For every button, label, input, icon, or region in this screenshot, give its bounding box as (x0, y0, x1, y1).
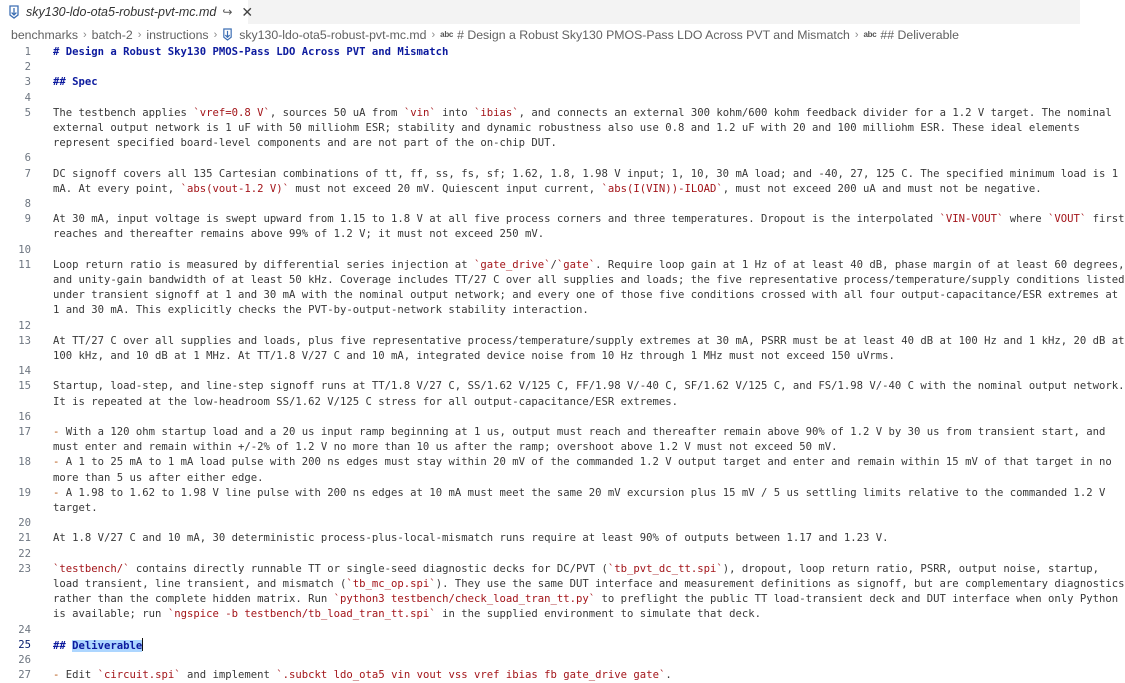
chevron-right-icon: › (137, 28, 142, 41)
line-number: 22 (18, 547, 31, 560)
inline-code: `vref=0.8 V` (193, 106, 270, 119)
text-span: A 1 to 25 mA to 1 mA load pulse with 200 ns edges must stay within 20 mV of the commanded 1.2 V output target and enter and remain within 15 mV of that target in no (59, 456, 1112, 469)
heading-text: ## Spec (53, 76, 98, 89)
line-number: 1 (24, 46, 31, 58)
inline-code: `ngspice -b testbench/tb_load_tran_tt.spi` (167, 608, 436, 621)
markdown-file-icon (222, 28, 235, 41)
line-number: 2 (24, 61, 31, 74)
line-number: 26 (18, 654, 31, 666)
editor-line[interactable] (53, 592, 1118, 607)
inline-code: `VOUT` (1047, 213, 1087, 226)
text-span: , and connects an external 300 kohm/600 kohm feedback divider for a 1.2 V target. The nominal (518, 106, 1112, 119)
text-cursor (142, 638, 143, 651)
line-number: 18 (18, 456, 31, 469)
text-span: represent specified board-level components and are not part of the on-chip DUT. (53, 137, 557, 150)
text-span: mA. At every point, (53, 182, 181, 195)
text-span: 1 and 30 mA. This explicitly checks the PVT-by-output-network stability interaction. (53, 304, 589, 317)
line-number: 5 (24, 106, 31, 119)
breadcrumb-item-heading[interactable]: # Design a Robust Sky130 PMOS-Pass LDO Across PVT and Mismatch (457, 27, 850, 42)
editor-line[interactable] (53, 136, 557, 151)
editor-line[interactable] (53, 425, 1105, 440)
text-span: must not exceed 20 mV. Quiescent input current, (289, 182, 602, 195)
tab-bar (0, 0, 1080, 24)
inline-code: `tb_mc_op.spi` (346, 578, 436, 590)
editor-line[interactable] (53, 486, 1105, 501)
tab-title: sky130-ldo-ota5-robust-pvt-mc.md (26, 5, 217, 19)
editor-line[interactable] (53, 379, 1125, 394)
editor-line[interactable] (53, 501, 98, 516)
list-marker: - (53, 456, 60, 469)
inline-code: `abs(I(VIN))-ILOAD` (601, 182, 723, 195)
editor-line[interactable] (53, 471, 263, 486)
editor-line[interactable] (53, 227, 544, 242)
editor-line[interactable] (53, 182, 1042, 197)
text-span: , must not exceed 200 uA and must not be negative. (722, 182, 1042, 195)
chevron-right-icon: › (213, 28, 218, 41)
inline-code: `vin` (403, 106, 436, 119)
editor-line[interactable] (53, 395, 678, 410)
line-number: 13 (18, 334, 31, 347)
text-symbol-icon: abc (440, 30, 454, 39)
editor-line[interactable] (53, 455, 1112, 470)
editor-line[interactable] (53, 334, 1125, 349)
text-span: into (435, 106, 474, 119)
text-span: At 1.8 V/27 C and 10 mA, 30 deterministic process-plus-local-mismatch runs require at least 90% of outputs between 1.17 and 1.23 V. (53, 532, 889, 545)
text-span: Startup, load-step, and line-step signoff runs at TT/1.8 V/27 C, SS/1.62 V/125 C, FF/1.98 V/-40 C, SF/1.62 V/125 C, and FS/1.98 V/-40 C with the nominal output network. (53, 380, 1125, 393)
markdown-file-icon (8, 5, 20, 19)
inline-code: `gate_drive` (473, 258, 551, 271)
editor-line[interactable] (53, 212, 1125, 227)
inline-code: `testbench/` (53, 562, 130, 575)
text-span: DC signoff covers all 135 Cartesian combinations of tt, ff, ss, fs, sf; 1.62, 1.8, 1.98 V input; 1, 10, 30 mA load; and -40, 27, 125 C. The specified minimum load is 1 (53, 167, 1119, 180)
text-span: is available; run (53, 608, 168, 621)
editor-line[interactable] (53, 577, 1125, 592)
line-number: 25 (18, 638, 31, 651)
editor-line[interactable] (53, 75, 98, 90)
text-span: Edit (59, 669, 98, 682)
text-span: reaches and thereafter remains above 99% of 1.2 V; it must not exceed 250 mV. (53, 228, 545, 241)
text-span: / (550, 258, 557, 271)
text-span: At TT/27 C over all supplies and loads, plus five representative process/temperature/supply extremes at 30 mA, PSRR must be at least 40 dB at 100 Hz and 1 kHz, 20 dB at (53, 334, 1125, 347)
close-icon[interactable]: ✕ (241, 4, 254, 20)
text-span: in the supplied environment to simulate that deck. (435, 608, 761, 621)
breadcrumb-item-file[interactable]: sky130-ldo-ota5-robust-pvt-mc.md (239, 27, 427, 42)
text-span: to preflight the public TT load-transient deck and DUT interface when only Python (595, 593, 1119, 606)
inline-code: `circuit.spi` (97, 669, 181, 682)
line-number: 17 (18, 426, 31, 438)
list-marker: - (53, 486, 60, 499)
editor-line[interactable] (53, 45, 448, 60)
inline-code: `VIN-VOUT` (939, 213, 1004, 226)
inline-code: `abs(vout-1.2 V)` (180, 182, 289, 195)
editor-line[interactable] (53, 121, 1080, 136)
editor-line[interactable] (53, 349, 895, 364)
text-span: first (1086, 213, 1125, 226)
text-span: where (1003, 213, 1048, 226)
text-span: load transient, line transient, and mismatch ( (53, 578, 347, 590)
line-number: 19 (18, 486, 31, 499)
editor-line[interactable] (53, 167, 1118, 182)
chevron-right-icon: › (431, 28, 436, 41)
text-span: A 1.98 to 1.62 to 1.98 V line pulse with 200 ns edges at 10 mA must meet the same 20 mV excursion plus 15 mV / 5 us settling limits relative to the commanded 1.2 V (59, 486, 1106, 499)
text-span: must enter and remain within +/-2% of 1.2 V no more than 10 us after the ramp; overshoot above 1.2 V must not exceed 50 mV. (53, 441, 838, 454)
inline-code: `gate` (556, 258, 596, 271)
editor-line[interactable] (53, 638, 143, 654)
text-span: more than 5 us after either edge. (53, 471, 264, 484)
line-number: 12 (18, 319, 31, 332)
line-number: 20 (18, 517, 31, 530)
line-number: 14 (18, 365, 31, 378)
text-span: Loop return ratio is measured by differential series injection at (53, 258, 474, 271)
line-number: 3 (24, 76, 31, 89)
text-symbol-icon: abc (863, 30, 877, 39)
sync-scroll-icon[interactable]: ↪ (222, 5, 233, 19)
line-number: 10 (18, 243, 31, 256)
heading-text: # Design a Robust Sky130 PMOS-Pass LDO Across PVT and Mismatch (53, 46, 449, 58)
line-number: 21 (18, 532, 31, 545)
text-span: and unity-gain bandwidth of at least 50 kHz. Coverage includes TT/27 C over all supplies and loads; the five representative process/temperature/supply conditions listed (53, 274, 1125, 286)
breadcrumb-item-instructions[interactable]: instructions (146, 27, 209, 42)
line-number: 16 (18, 410, 31, 423)
text-span: It is repeated at the low-headroom SS/1.62 V/125 C stress for all output-capacitance/ESR extremes. (53, 395, 679, 408)
breadcrumb-item-subheading[interactable]: ## Deliverable (880, 27, 959, 42)
text-span: , sources 50 uA from (269, 106, 404, 119)
inline-code: `.subckt ldo_ota5 vin vout vss vref ibias fb gate_drive gate` (276, 669, 666, 682)
inline-code: `tb_pvt_dc_tt.spi` (607, 562, 723, 575)
text-span: ). They use the same DUT interface and measurement definitions as signoff, but are complementary diagnostics (435, 578, 1125, 590)
line-number: 7 (24, 167, 31, 180)
editor-line[interactable] (53, 531, 889, 546)
line-number: 4 (24, 91, 31, 104)
code-editor[interactable] (0, 45, 1125, 682)
editor-line[interactable] (53, 440, 838, 455)
text-span: external output network is 1 uF with 50 milliohm ESR; stability and dynamic robustness also use 0.8 and 1.2 uF with 20 and 100 milliohm ESR. These ideal elements (53, 122, 1080, 134)
list-marker: - (53, 669, 60, 682)
chevron-right-icon: › (82, 28, 87, 41)
line-number: 23 (18, 562, 31, 575)
text-span: target. (53, 502, 98, 514)
chevron-right-icon: › (854, 28, 859, 41)
line-number: 6 (24, 152, 31, 165)
breadcrumb-item-batch[interactable]: batch-2 (91, 27, 133, 42)
heading-text: ## (53, 639, 73, 652)
editor-line[interactable] (53, 668, 672, 683)
heading-text: Deliverable (72, 639, 143, 652)
editor-line[interactable] (53, 258, 1125, 273)
text-span: under transient signoff at 1 and 30 mA with the nominal output network; and every one of those five conditions crossed with all four output-capacitance/ESR extremes at (53, 289, 1119, 302)
editor-line[interactable] (53, 106, 1112, 121)
list-marker: - (53, 426, 60, 438)
line-number: 8 (24, 198, 31, 210)
editor-line[interactable] (53, 273, 1125, 288)
editor-line[interactable] (53, 288, 1118, 303)
text-span: . (665, 669, 672, 682)
line-number: 27 (18, 669, 31, 682)
breadcrumb-item-benchmarks[interactable]: benchmarks (11, 27, 78, 42)
text-span: With a 120 ohm startup load and a 20 us input ramp beginning at 1 us, output must reach and thereafter remain above 90% of 1.2 V by 30 us from transient start, and (59, 426, 1106, 438)
text-span: The testbench applies (53, 106, 194, 119)
text-span: contains directly runnable TT or single-seed diagnostic decks for DC/PVT ( (129, 562, 608, 575)
text-span: At 30 mA, input voltage is swept upward from 1.15 to 1.8 V at all five process corners and three temperatures. Dropout is the interpolated (53, 213, 940, 226)
line-number: 11 (18, 258, 31, 271)
line-number: 9 (24, 213, 31, 226)
breadcrumb (0, 24, 1080, 45)
text-span: . Require loop gain at 1 Hz of at least 40 dB, phase margin of at least 60 degrees, (595, 258, 1125, 271)
line-number: 15 (18, 380, 31, 393)
editor-line[interactable] (53, 303, 589, 318)
editor-line[interactable] (53, 607, 761, 622)
text-span: ), dropout, loop return ratio, PSRR, output noise, startup, (722, 562, 1100, 575)
text-span: rather than the complete hidden matrix. Run (53, 593, 334, 606)
text-span: 100 kHz, and 10 dB at 1 MHz. At TT/1.8 V/27 C and 10 mA, integrated device noise from 10 Hz through 1 MHz must not exceed 150 uVrms. (53, 350, 895, 362)
line-number: 24 (18, 623, 31, 636)
editor-line[interactable] (53, 562, 1099, 577)
tab-active-file[interactable] (0, 0, 254, 24)
text-span: and implement (180, 669, 277, 682)
inline-code: `python3 testbench/check_load_tran_tt.py` (333, 593, 596, 606)
inline-code: `ibias` (473, 106, 519, 119)
